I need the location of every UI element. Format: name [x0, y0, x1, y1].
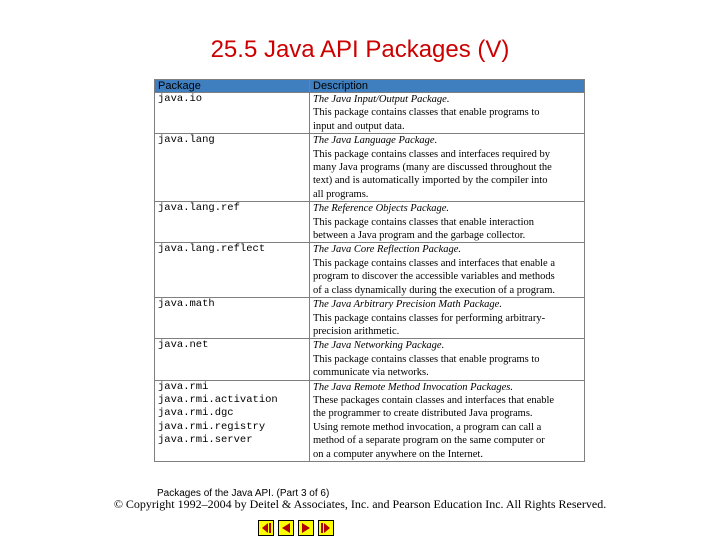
description-line: This package contains classes that enable programs to [313, 353, 540, 365]
package-name: java.lang [158, 134, 215, 147]
description-cell [310, 202, 585, 243]
description-line: many Java programs (many are discussed throughout the [313, 162, 552, 174]
package-name: java.rmi.activation [158, 393, 278, 406]
next-arrow-icon [298, 520, 314, 536]
description-line: text) and is automatically imported by the compiler into [313, 175, 548, 187]
description-cell [310, 243, 585, 298]
description-cell [310, 339, 585, 380]
description-line: This package contains classes for performing arbitrary- [313, 312, 546, 324]
package-name: java.rmi [158, 380, 209, 393]
description-line: precision arithmetic. [313, 325, 400, 337]
package-name: java.io [158, 93, 203, 105]
description-line: These packages contain classes and interfaces that enable [313, 394, 555, 406]
table-row [155, 243, 585, 298]
description-line: method of a separate program on the same computer or [313, 435, 545, 447]
description-line: This package contains classes that enable interaction [313, 216, 534, 228]
first-slide-button[interactable] [258, 520, 274, 536]
slide-title: 25.5 Java API Packages (V) [210, 36, 510, 63]
description-line: of a class dynamically during the execution of a program. [313, 284, 556, 296]
package-name: java.rmi.server [158, 434, 253, 447]
description-title: The Reference Objects Package. [313, 203, 450, 215]
description-line: on a computer anywhere on the Internet. [313, 448, 483, 460]
first-arrow-icon [258, 520, 274, 536]
description-line: between a Java program and the garbage collector. [313, 230, 526, 242]
package-name: java.lang.reflect [158, 243, 266, 256]
table-caption: Packages of the Java API. (Part 3 of 6) [157, 488, 330, 499]
description-title: The Java Core Reflection Package. [313, 244, 462, 256]
next-slide-button[interactable] [298, 520, 314, 536]
previous-arrow-icon [278, 520, 294, 536]
description-title: The Java Arbitrary Precision Math Package. [313, 299, 502, 311]
package-name: java.net [158, 339, 209, 352]
table-row [155, 202, 585, 243]
table-row [155, 93, 585, 134]
table-row [155, 134, 585, 202]
package-cell [155, 298, 310, 339]
table-row [155, 339, 585, 380]
table-row [155, 298, 585, 339]
package-cell [155, 202, 310, 243]
description-line: This package contains classes and interfaces required by [313, 148, 551, 160]
package-cell [155, 93, 310, 134]
description-title: The Java Input/Output Package. [313, 94, 450, 105]
description-line: Using remote method invocation, a program can call a [313, 421, 542, 433]
package-name: java.lang.ref [158, 202, 240, 215]
description-line: This package contains classes that enable programs to [313, 107, 540, 119]
description-line: program to discover the accessible variables and methods [313, 271, 555, 283]
copyright-footer: © Copyright 1992–2004 by Deitel & Associates, Inc. and Pearson Education Inc. All Rights Reserved. [113, 497, 607, 511]
description-cell [310, 298, 585, 339]
header-package: Package [155, 80, 310, 93]
description-cell [310, 93, 585, 134]
package-cell [155, 134, 310, 202]
package-cell [155, 243, 310, 298]
description-line: the programmer to create distributed Java programs. [313, 408, 533, 420]
description-cell [310, 134, 585, 202]
package-name: java.math [158, 298, 215, 311]
description-title: The Java Networking Package. [313, 340, 445, 352]
description-line: all programs. [313, 188, 369, 200]
package-cell [155, 380, 310, 461]
table-header-row [155, 80, 585, 93]
table-row [155, 380, 585, 461]
description-title: The Java Language Package. [313, 135, 438, 147]
packages-table [154, 79, 585, 462]
table-body [155, 93, 585, 462]
previous-slide-button[interactable] [278, 520, 294, 536]
description-line: input and output data. [313, 120, 405, 132]
description-line: communicate via networks. [313, 367, 429, 379]
package-name: java.rmi.registry [158, 420, 266, 433]
last-arrow-icon [318, 520, 334, 536]
package-cell [155, 339, 310, 380]
header-description: Description [310, 80, 585, 93]
last-slide-button[interactable] [318, 520, 334, 536]
description-title: The Java Remote Method Invocation Packages. [313, 381, 514, 393]
description-line: This package contains classes and interfaces that enable a [313, 257, 555, 269]
description-cell [310, 380, 585, 461]
package-name: java.rmi.dgc [158, 407, 234, 420]
